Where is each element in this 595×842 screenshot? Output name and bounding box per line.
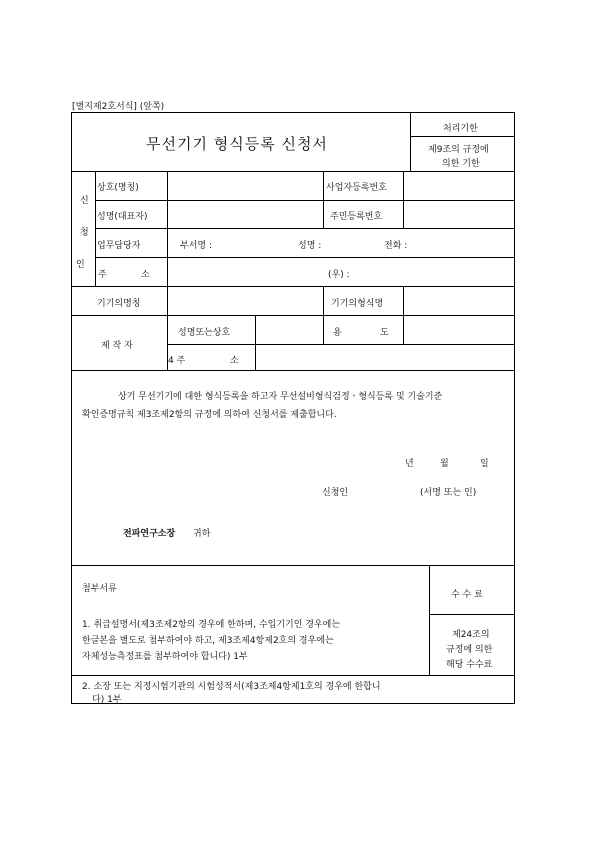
- maker-label: 제 작 자: [101, 341, 133, 351]
- attachment-1-line-2: 한글본을 별도로 첨부하여야 하고, 제3조제4항제2호의 경우에는: [82, 636, 334, 646]
- applicant-signature-label: 신청인: [322, 488, 349, 498]
- applicant-side-char-3: 인: [76, 260, 85, 270]
- statement-line-1: 상기 무선기기에 대한 형식등록을 하고자 무선설비형식검정ㆍ형식등록 및 기술기준: [118, 392, 443, 402]
- divider: [403, 286, 404, 315]
- divider: [323, 286, 324, 315]
- address-label-2: 소: [141, 270, 150, 280]
- divider: [255, 315, 256, 370]
- name-label: 성명 :: [298, 241, 322, 251]
- divider: [410, 112, 411, 172]
- use-label-1: 용: [333, 328, 342, 338]
- signature-label: (서명 또는 인): [420, 488, 477, 498]
- attachment-2-line-1: 2. 소장 또는 지정시험기관의 시험성적서(제3조제4항제1호의 경우에 한합니: [82, 682, 381, 692]
- attachments-header: 첨부서류: [82, 584, 117, 594]
- divider: [410, 136, 515, 137]
- fee-line-3: 해당 수수료: [446, 660, 493, 670]
- attachment-1-line-3: 자체성능측정표를 첨부하여야 합니다) 1부: [82, 652, 248, 662]
- divider: [323, 315, 324, 344]
- date-day: 일: [480, 459, 489, 469]
- fee-line-2: 규정에 의한: [446, 645, 493, 655]
- staff-label: 업무담당자: [97, 241, 141, 251]
- device-name-label: 기기의명칭: [97, 299, 141, 309]
- divider: [167, 286, 168, 315]
- resident-no-label: 주민등록번호: [330, 212, 383, 222]
- use-label-2: 도: [380, 328, 389, 338]
- biz-no-label: 사업자등록번호: [326, 183, 387, 193]
- divider: [71, 565, 515, 566]
- divider: [429, 614, 515, 615]
- deadline-text-1: 제9조의 규정에: [428, 145, 489, 155]
- applicant-side-char-1: 신: [80, 196, 89, 206]
- form-title: 무선기기 형식등록 신청서: [146, 135, 328, 153]
- statement-line-2: 확인증명규칙 제3조제2항의 규정에 의하여 신청서를 제출합니다.: [82, 410, 337, 420]
- deadline-header: 처리기한: [443, 124, 478, 134]
- divider: [403, 315, 404, 344]
- maker-name-label: 성명또는상호: [178, 328, 231, 338]
- honorific: 귀하: [193, 529, 211, 539]
- divider: [95, 257, 515, 258]
- postal-label: (우) :: [328, 270, 350, 280]
- divider: [95, 228, 515, 229]
- date-month: 월: [440, 459, 449, 469]
- maker-address-label-2: 소: [230, 356, 239, 366]
- form-label: [별지제2호서식] (앞쪽): [72, 102, 165, 112]
- fee-header: 수 수 료: [451, 590, 483, 600]
- maker-address-label-1: 4 주: [168, 356, 186, 366]
- dept-label: 부서명 :: [180, 241, 212, 251]
- rep-name-label: 성명(대표자): [97, 212, 148, 222]
- recipient: 전파연구소장: [123, 529, 176, 539]
- trade-name-label: 상호(명칭): [97, 183, 139, 193]
- fee-line-1: 제24조의: [452, 630, 490, 640]
- divider: [71, 370, 515, 371]
- divider: [95, 200, 515, 201]
- divider: [429, 565, 430, 676]
- divider: [71, 315, 515, 316]
- applicant-side-char-2: 청: [80, 228, 89, 238]
- address-label-1: 주: [98, 270, 107, 280]
- divider: [167, 344, 515, 345]
- phone-label: 전화 :: [384, 241, 408, 251]
- attachment-1-line-1: 1. 취급설명서(제3조제2항의 경우에 한하며, 수입기기인 경우에는: [82, 620, 341, 630]
- device-model-label: 기기의형식명: [331, 299, 384, 309]
- date-year: 년: [405, 459, 414, 469]
- divider: [71, 171, 515, 172]
- deadline-text-2: 의한 기한: [442, 159, 480, 169]
- attachment-2-line-2: 다) 1부: [92, 695, 122, 705]
- divider: [71, 675, 515, 676]
- divider: [71, 286, 515, 287]
